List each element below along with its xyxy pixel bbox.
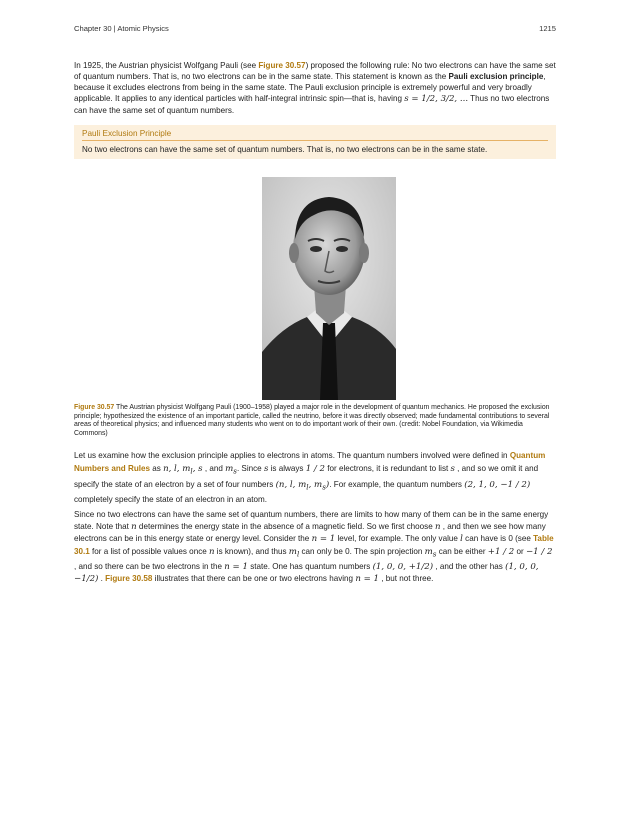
math-n-2: n <box>434 522 441 533</box>
page-header <box>74 24 556 36</box>
figure-30-58-link[interactable]: Figure 30.58 <box>105 573 153 583</box>
intro-text-3: , because it excludes electrons from being in the same state. The Pauli exclusion principle is extremely powerful and very broadly applicable. It applies to any identical particles with half-integral intrinsic spin—that is, having <box>74 72 546 103</box>
quantum-numbers-paragraph <box>74 449 556 506</box>
p3-text-14: . <box>98 573 106 583</box>
math-ml: $m_l$ <box>288 546 300 559</box>
math-state-minus: (1, 0, 0, −1/2) <box>74 561 539 584</box>
math-example-state: (2, 1, 0, −1 / 2) <box>464 479 531 490</box>
p3-text-2: determines the energy state in the absence of a magnetic field. So we first choose <box>136 522 435 532</box>
definition-divider <box>82 140 548 141</box>
math-n-eq-1-b: n = 1 <box>224 561 248 572</box>
p3-text-15: illustrates that there can be one or two electrons having <box>152 573 356 583</box>
math-l: l <box>460 534 463 545</box>
p3-text-13: , and the other has <box>433 561 506 571</box>
energy-state-paragraph <box>74 509 556 585</box>
math-n-l-ml: n, l, $m_l$, s <box>163 464 203 476</box>
p3-text-16: , but not three. <box>378 573 434 583</box>
p3-text-9: can be either <box>436 546 488 556</box>
intro-text-1: In 1925, the Austrian physicist Wolfgang Pauli (see <box>74 61 259 70</box>
quantum-numbers-link[interactable]: Quantum Numbers and Rules <box>74 451 546 473</box>
intro-text-4: Thus no two electrons can have the same set of quantum numbers. <box>74 94 550 115</box>
math-n-1: n <box>131 522 137 533</box>
p2-text-2: as <box>150 464 164 473</box>
math-s: s <box>263 464 269 474</box>
pauli-portrait-photo <box>262 177 396 400</box>
math-s-2: s <box>450 464 455 474</box>
p3-text-5: can have is 0 (see <box>462 534 534 544</box>
p3-text-11: , and so there can be two electrons in the <box>74 561 225 571</box>
definition-box <box>74 125 556 159</box>
page-number: 1215 <box>539 24 556 33</box>
p3-text-4: level, for example. The only value <box>335 534 461 544</box>
p2-text-8: . For example, the quantum numbers <box>329 479 465 489</box>
definition-body: No two electrons can have the same set of quantum numbers. That is, no two electrons can be in the same state. <box>82 145 488 154</box>
p3-text-3: , and then we see how many electrons can be in this energy state or energy level. Consider the <box>74 522 546 544</box>
math-ms: $m_s$ <box>225 464 237 476</box>
math-n-eq-1-c: n = 1 <box>355 573 379 584</box>
figure-caption <box>74 404 556 438</box>
p3-text-10: or <box>514 546 526 556</box>
p2-text-4: . Since <box>236 464 264 473</box>
intro-text-2: ) proposed the following rule: No two electrons can have the same set of quantum numbers. That is, no two electrons can be in the same state. This statement is known as the <box>74 61 556 81</box>
math-plus-half: +1 / 2 <box>487 546 515 557</box>
p3-text-7: is known), and thus <box>214 546 289 556</box>
chapter-title: Chapter 30 | Atomic Physics <box>74 24 169 33</box>
intro-paragraph <box>74 60 556 116</box>
pauli-principle-term: Pauli exclusion principle <box>448 72 544 81</box>
math-one-half: 1 / 2 <box>305 464 325 474</box>
p3-text-1: Since no two electrons can have the same set of quantum numbers, there are limits to how many of them can be in the same energy state. Note that <box>74 510 549 532</box>
p2-text-5: is always <box>268 464 306 473</box>
math-n-eq-1: n = 1 <box>311 534 336 545</box>
p2-text-7: , and so we omit it and specify the state of an electron by a set of four numbers <box>74 464 539 489</box>
p2-text-9: completely specify the state of an electron in an atom. <box>74 495 268 505</box>
p2-text-1: Let us examine how the exclusion principle applies to electrons in atoms. The quantum numbers involved were defined in <box>74 451 510 460</box>
spin-values-math: s = 1/2, 3/2, ... <box>404 94 469 104</box>
p2-text-6: for electrons, it is redundant to list <box>325 464 451 473</box>
definition-title: Pauli Exclusion Principle <box>82 129 172 138</box>
caption-text: The Austrian physicist Wolfgang Pauli (1900–1958) played a major role in the development of quantum mechanics. He proposed the exclusion principle; hypothesized the existence of an important particle, called the neutrino, before it was directly observed; made fundamental contributions to several areas of theoretical physics; and influenced many students who went on to do important work of their own. (credit: Nobel Foundation, via Wikimedia Commons) <box>74 404 550 437</box>
math-quantum-set: (n, l, $m_l$, $m_s$) <box>275 479 330 492</box>
p2-text-3: , and <box>202 464 226 473</box>
p3-text-8: can only be 0. The spin projection <box>299 546 425 556</box>
math-state-plus: (1, 0, 0, +1/2) <box>372 561 434 572</box>
math-ms-2: $m_s$ <box>424 546 437 559</box>
figure-30-57-link[interactable]: Figure 30.57 <box>258 61 306 70</box>
math-minus-half: −1 / 2 <box>525 546 553 557</box>
p3-text-12: state. One has quantum numbers <box>247 561 373 571</box>
p3-text-6: for a list of possible values once <box>89 546 209 556</box>
table-30-1-link[interactable]: Table 30.1 <box>74 534 554 556</box>
math-n-3: n <box>209 546 215 557</box>
figure-label: Figure 30.57 <box>74 404 115 411</box>
